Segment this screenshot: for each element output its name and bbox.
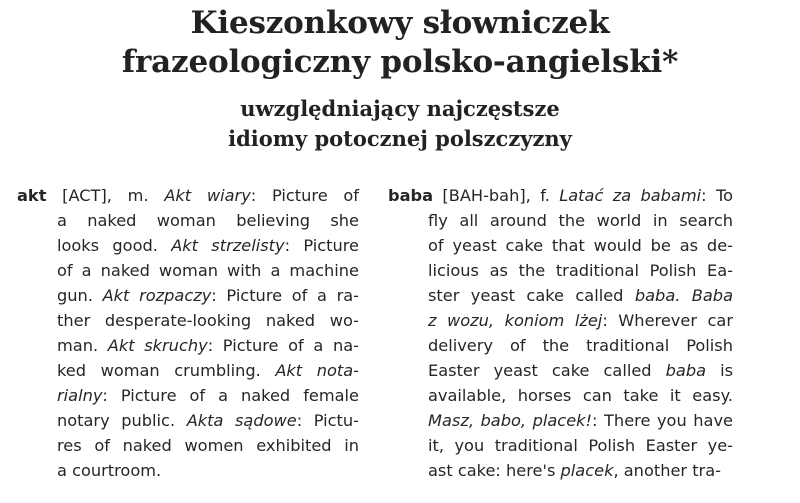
definition-text: [ACT], m.	[46, 186, 165, 205]
entry-line	[17, 183, 359, 208]
idiom-text: Akt wiary	[164, 186, 251, 205]
definition-text: , another tra-	[613, 461, 721, 480]
definition-text: it, you traditional Polish Easter ye-	[428, 436, 733, 455]
idiom-text: Akt rozpaczy	[102, 286, 212, 305]
subtitle-line-1: uwzględniający najczęstsze	[240, 96, 560, 121]
definition-text: : Picture of a ra-	[211, 286, 359, 305]
idiom-text: Akt nota-	[275, 361, 359, 380]
definition-text: is	[706, 361, 733, 380]
idiom-text: Akt skruchy	[107, 336, 208, 355]
definition-text: : Picture of a naked female	[102, 386, 359, 405]
definition-text: : Picture of a na-	[207, 336, 359, 355]
definition-text: : There you have	[592, 411, 734, 430]
definition-text: : Wherever car	[602, 311, 733, 330]
idiom-text: z wozu, koniom lżej	[428, 311, 603, 330]
page-subtitle	[0, 94, 800, 154]
definition-text: [BAH-bah], f.	[433, 186, 560, 205]
definition-text: : Picture of	[250, 186, 359, 205]
definition-text: ther desperate-looking naked wo-	[57, 311, 359, 330]
entry-line	[17, 408, 359, 433]
definition-text: : Picture	[284, 236, 359, 255]
definition-text: available, horses can take it easy.	[428, 386, 733, 405]
entry-line	[388, 258, 733, 283]
entry-akt	[17, 183, 359, 483]
idiom-text: Latać za babami	[559, 186, 702, 205]
entry-line	[388, 333, 733, 358]
idiom-text: rialny	[57, 386, 103, 405]
definition-text: man.	[57, 336, 108, 355]
entry-line	[388, 183, 733, 208]
definition-text: gun.	[57, 286, 103, 305]
entry-line	[17, 258, 359, 283]
definition-text: fly all around the world in search	[428, 211, 733, 230]
idiom-text: baba. Baba	[634, 286, 733, 305]
definition-text: res of naked women exhibited in	[57, 436, 359, 455]
idiom-text: baba	[665, 361, 707, 380]
entry-line	[17, 433, 359, 458]
entry-line	[388, 358, 733, 383]
idiom-text: Akta sądowe	[186, 411, 297, 430]
entry-line	[17, 333, 359, 358]
definition-text: of yeast cake that would be as de-	[428, 236, 733, 255]
entry-line	[388, 458, 733, 483]
entry-line	[388, 433, 733, 458]
title-line-2: frazeologiczny polsko-angielski*	[121, 44, 679, 80]
entry-line	[388, 408, 733, 433]
definition-text: : To	[701, 186, 734, 205]
entry-line	[388, 283, 733, 308]
entry-line	[17, 458, 359, 483]
subtitle-line-2: idiomy potocznej polszczyzny	[228, 126, 572, 151]
headword: akt	[17, 186, 47, 205]
entry-line	[388, 208, 733, 233]
entry-line	[17, 283, 359, 308]
entry-line	[17, 208, 359, 233]
definition-text: ster yeast cake called	[428, 286, 635, 305]
entry-line	[388, 383, 733, 408]
entry-line	[17, 358, 359, 383]
idiom-text: placek	[560, 461, 614, 480]
definition-text: Easter yeast cake called	[428, 361, 666, 380]
definition-text: of a naked woman with a machine	[57, 261, 359, 280]
idiom-text: Akt strzelisty	[171, 236, 285, 255]
definition-text: ast cake: here's	[428, 461, 561, 480]
title-line-1: Kieszonkowy słowniczek	[190, 5, 610, 41]
entry-line	[17, 233, 359, 258]
definition-text: licious as the traditional Polish Ea-	[428, 261, 733, 280]
definition-text: a courtroom.	[57, 461, 162, 480]
definition-text: delivery of the traditional Polish	[428, 336, 733, 355]
definition-text: ked woman crumbling.	[57, 361, 276, 380]
definition-text: a naked woman believing she	[57, 211, 359, 230]
entry-baba	[388, 183, 733, 483]
entry-line	[17, 383, 359, 408]
definition-text: notary public.	[57, 411, 187, 430]
definition-text: : Pictu-	[296, 411, 360, 430]
page-title	[0, 4, 800, 82]
definition-text: looks good.	[57, 236, 172, 255]
entry-line	[388, 233, 733, 258]
headword: baba	[388, 186, 434, 205]
idiom-text: Masz, babo, placek!	[428, 411, 593, 430]
entry-line	[17, 308, 359, 333]
entry-line	[388, 308, 733, 333]
